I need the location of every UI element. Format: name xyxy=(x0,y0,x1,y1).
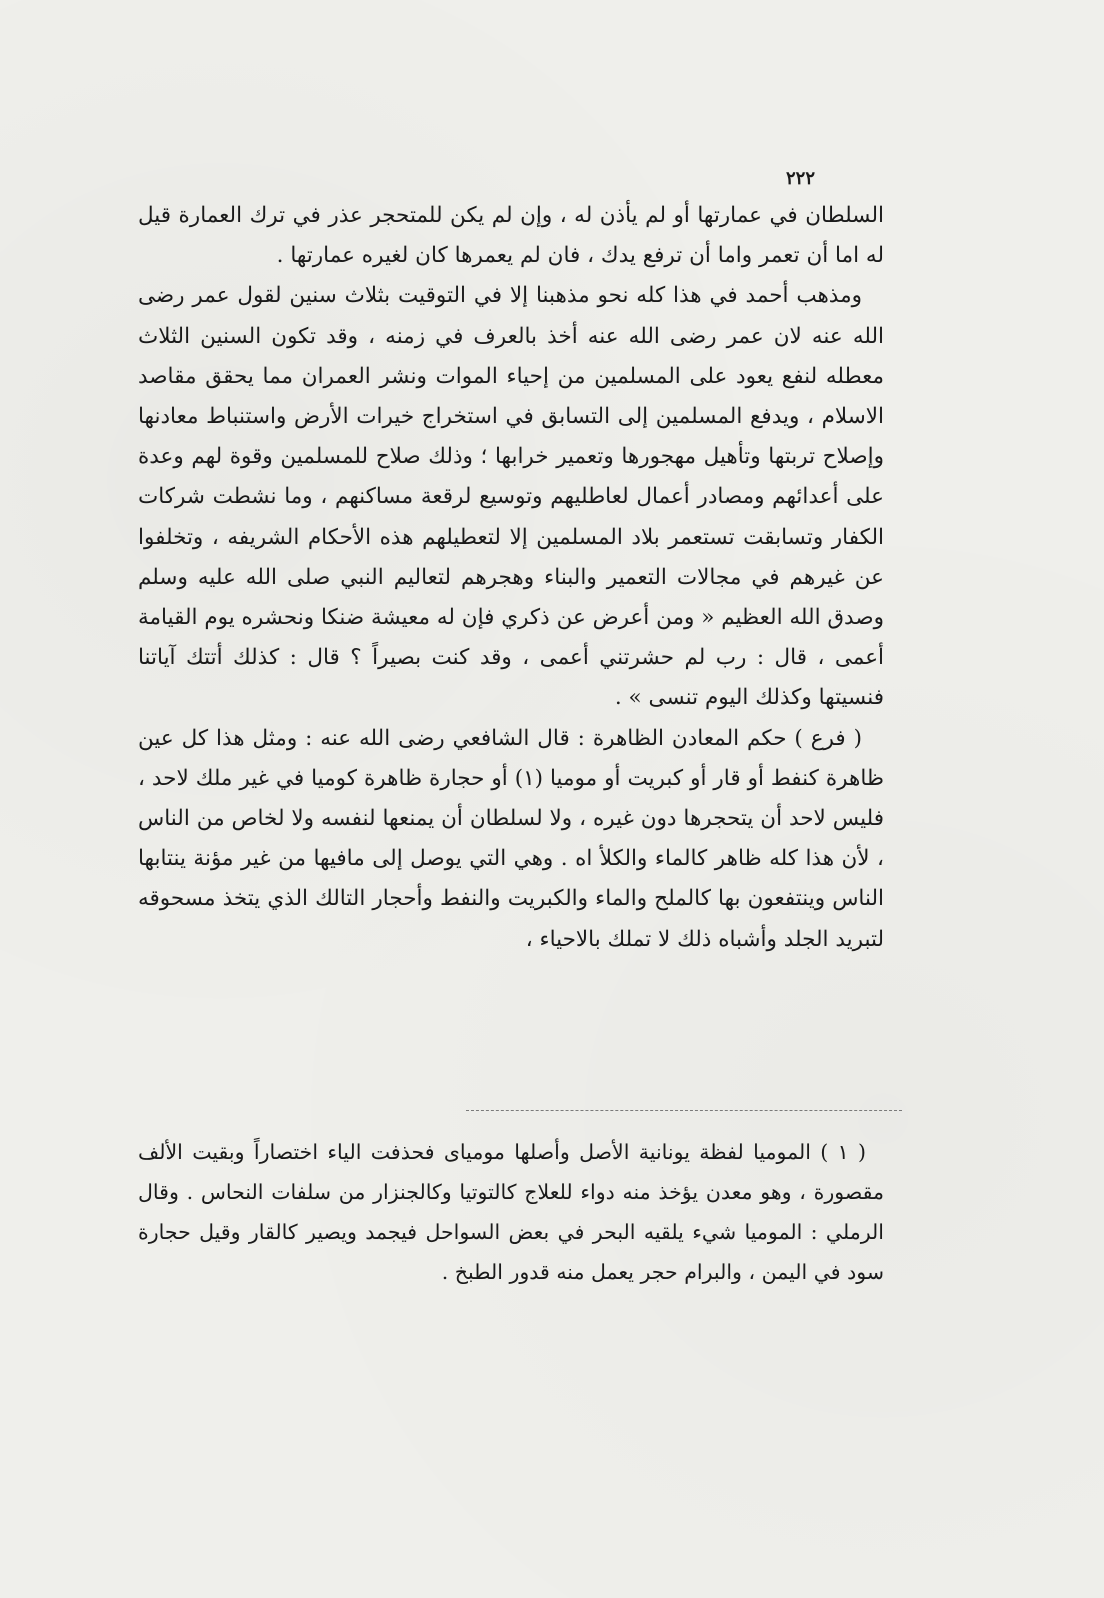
main-text xyxy=(138,196,884,960)
paragraph-visible-minerals: ( فرع ) حكم المعادن الظاهرة : قال الشافعي رضى الله عنه : ومثل هذا كل عين ظاهرة كنفط أو قار أو كبريت أو موميا (١) أو حجارة ظاهرة كوميا في غير ملك لاحد ، فليس لاحد أن يتحجرها دون غيره ، ولا لسلطان أن يمنعها لنفسه ولا لخاص من الناس ، لأن هذا كله ظاهر كالماء والكلأ اه . وهي التي يوصل إلى مافيها من غير مؤنة ينتابها الناس وينتفعون بها كالملح والماء والكبريت والنفط وأحجار التالك الذي يتخذ مسحوقه لتبريد الجلد وأشباه ذلك لا تملك بالاحياء ، xyxy=(138,725,884,952)
footnote xyxy=(138,1132,884,1292)
paragraph-ahmad-doctrine: ومذهب أحمد في هذا كله نحو مذهبنا إلا في التوقيت بثلاث سنين لقول عمر رضى الله عنه لان عمر رضى الله عنه أخذ بالعرف في زمنه ، وقد تكون السنين الثلاث معطله لنفع يعود على المسلمين من إحياء الموات ونشر العمران مما يحقق مقاصد الاسلام ، ويدفع المسلمين إلى التسابق في استخراج خيرات الأرض واستنباط معادنها وإصلاح تربتها وتأهيل مهجورها وتعمير خرابها ؛ وذلك صلاح للمسلمين وقوة لهم وعدة على أعدائهم ومصادر أعمال لعاطليهم وتوسيع لرقعة مساكنهم ، وما نشطت شركات الكفار وتسابقت تستعمر بلاد المسلمين إلا لتعطيلهم هذه الأحكام الشريفه ، وتخلفوا عن غيرهم في مجالات التعمير والبناء وهجرهم لتعاليم النبي صلى الله عليه وسلم وصدق الله العظيم « ومن أعرض عن ذكري فإن له معيشة ضنكا ونحشره يوم القيامة أعمى ، قال : رب لم حشرتني أعمى ، وقد كنت بصيراً ؟ قال : كذلك أتتك آياتنا فنسيتها وكذلك اليوم تنسى » . xyxy=(138,283,884,711)
paragraph-continuation: السلطان في عمارتها أو لم يأذن له ، وإن لم يكن للمتحجر عذر في ترك العمارة قيل له اما أن تعمر واما أن ترفع يدك ، فان لم يعمرها كان لغيره عمارتها . xyxy=(138,203,884,269)
footnote-text: ( ١ ) الموميا لفظة يونانية الأصل وأصلها مومياى فحذفت الياء اختصاراً وبقيت الألف مقصورة ، وهو معدن يؤخذ منه دواء للعلاج كالتوتيا وكالجنزار من سلفات النحاس . وقال الرملي : الموميا شيء يلقيه البحر في بعض السواحل فيجمد ويصير كالقار وقيل حجارة سود في اليمن ، والبرام حجر يعمل منه قدور الطبخ . xyxy=(138,1140,884,1284)
footnote-divider xyxy=(466,1110,902,1111)
page-number: ٢٢٢ xyxy=(786,168,816,189)
